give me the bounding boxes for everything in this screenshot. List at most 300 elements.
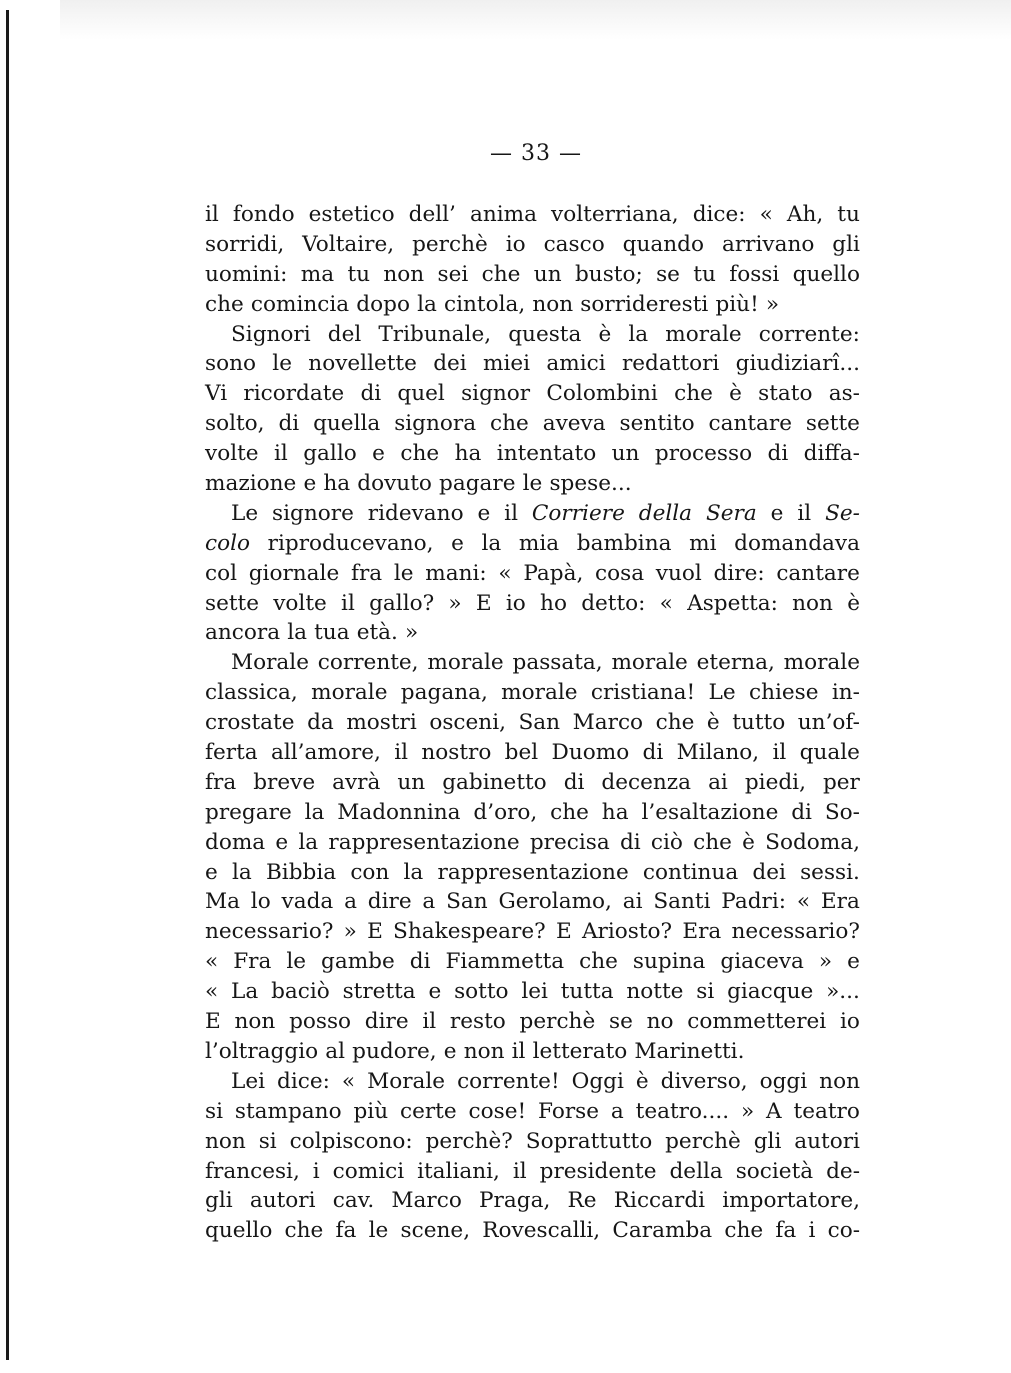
- word: cristiana!: [590, 680, 696, 706]
- word: le: [272, 351, 292, 377]
- word: fra: [350, 560, 383, 586]
- word: bambina: [576, 530, 672, 556]
- word: la: [298, 829, 319, 855]
- word: i: [808, 1218, 816, 1244]
- word: di: [619, 829, 641, 855]
- word: le: [393, 560, 414, 586]
- word: la: [231, 859, 252, 885]
- word: teatro: [793, 1098, 860, 1124]
- word: si: [258, 1128, 277, 1154]
- word: di: [409, 949, 431, 975]
- word: che: [490, 411, 529, 437]
- word: busto;: [574, 261, 643, 287]
- word: necessario?: [731, 919, 860, 945]
- word: mi: [689, 530, 717, 556]
- word: quel: [397, 381, 445, 407]
- text-line: [205, 409, 860, 439]
- word: Praga,: [479, 1188, 551, 1214]
- word: posso: [289, 1009, 352, 1035]
- word: Aspetta:: [687, 590, 778, 616]
- word: «: [205, 949, 219, 975]
- word: dovuto: [357, 471, 432, 497]
- word: Forse: [538, 1098, 600, 1124]
- text-line: [205, 320, 860, 350]
- text-line: [205, 349, 860, 379]
- word: »: [740, 1098, 755, 1124]
- word: fra: [205, 769, 237, 795]
- word: io: [505, 590, 526, 616]
- word: che: [481, 261, 521, 287]
- word: lo: [250, 889, 271, 915]
- word: e: [770, 500, 784, 526]
- text-line: [205, 977, 860, 1007]
- word: che: [693, 829, 732, 855]
- word: sei: [437, 261, 469, 287]
- word: tutta: [560, 979, 614, 1005]
- word: Papà,: [523, 560, 584, 586]
- word: processo: [654, 441, 753, 467]
- word: co-: [827, 1218, 860, 1244]
- word: perchè?: [425, 1128, 513, 1154]
- word: i: [312, 1158, 320, 1184]
- word: tu: [347, 261, 371, 287]
- word: sorridi,: [205, 231, 285, 257]
- word: Voltaire,: [302, 231, 395, 257]
- word: Morale: [231, 650, 309, 676]
- word: «: [759, 202, 773, 227]
- word: Fiammetta: [445, 949, 565, 975]
- word: è: [635, 1068, 649, 1094]
- word: Lei: [231, 1068, 266, 1094]
- word: as-: [828, 381, 860, 407]
- word: supina: [632, 949, 706, 975]
- word: vada: [281, 889, 334, 915]
- text-line: [205, 439, 860, 469]
- word: chiese: [748, 680, 819, 706]
- word: ciò: [650, 829, 683, 855]
- word: sessi.: [800, 859, 860, 885]
- text-line: [205, 648, 860, 678]
- word: non: [532, 291, 574, 317]
- word: »: [448, 590, 462, 616]
- word: ancora: [205, 620, 281, 646]
- word: »: [343, 919, 357, 945]
- page-number: — 33 —: [490, 141, 582, 166]
- word: il: [274, 441, 288, 467]
- word: Ariosto?: [581, 919, 673, 945]
- word: il: [422, 1009, 437, 1035]
- word: morale: [611, 650, 688, 676]
- word: un: [397, 769, 426, 795]
- word: »: [405, 620, 419, 646]
- word: è: [729, 381, 742, 407]
- word: di: [791, 799, 812, 825]
- word: Fra: [233, 949, 272, 975]
- word: italiani,: [417, 1158, 500, 1184]
- word: lei: [521, 979, 548, 1005]
- word: ai: [622, 889, 643, 915]
- word: nostro: [421, 740, 492, 766]
- word: non: [234, 1009, 276, 1035]
- word: sette: [205, 590, 259, 616]
- word: baciò: [271, 979, 330, 1005]
- body-text: [205, 200, 860, 1246]
- word: in-: [831, 680, 860, 706]
- word: sotto: [454, 979, 509, 1005]
- word: classica,: [205, 680, 298, 706]
- word: quale: [799, 740, 860, 766]
- word: a: [422, 889, 436, 915]
- word: più!: [715, 291, 759, 317]
- word: non: [463, 1038, 505, 1064]
- word: fa: [335, 1218, 357, 1244]
- word: a: [344, 889, 357, 915]
- word: volterriana,: [551, 202, 679, 227]
- word: tutto: [732, 710, 786, 736]
- word: teatro....: [635, 1098, 730, 1124]
- word: corrente!: [457, 1068, 560, 1094]
- word: società: [735, 1158, 814, 1184]
- word: da: [307, 710, 334, 736]
- text-line: [205, 1157, 860, 1187]
- word: gabinetto: [442, 769, 547, 795]
- word: il: [772, 740, 787, 766]
- word: e: [372, 441, 385, 467]
- word: estetico: [308, 202, 395, 227]
- text-line: [205, 1186, 860, 1216]
- text-line: [205, 917, 860, 947]
- word: che: [674, 381, 713, 407]
- word: bel: [504, 740, 539, 766]
- word: la: [481, 530, 502, 556]
- word: Era: [820, 889, 860, 915]
- word: quella: [313, 411, 381, 437]
- word: rappresentazione: [437, 859, 629, 885]
- word: comincia: [250, 291, 350, 317]
- text-line: [205, 858, 860, 888]
- word: comici: [332, 1158, 405, 1184]
- word: commetterei: [687, 1009, 827, 1035]
- word: morale: [501, 680, 578, 706]
- word: la: [403, 859, 424, 885]
- word: gallo?: [369, 590, 435, 616]
- word: che: [400, 441, 440, 467]
- word: non: [792, 590, 833, 616]
- word: morale: [311, 680, 388, 706]
- word: diverso,: [660, 1068, 748, 1094]
- word: E: [367, 919, 383, 945]
- word: di: [642, 740, 664, 766]
- word: avrà: [332, 769, 381, 795]
- word: pagare: [439, 471, 516, 497]
- text-line: [205, 379, 860, 409]
- word: che: [724, 1218, 764, 1244]
- word: tu: [693, 261, 716, 287]
- word: Bibbia: [265, 859, 337, 885]
- word: scene,: [400, 1218, 471, 1244]
- word: «: [659, 590, 673, 616]
- word: oggi: [759, 1068, 808, 1094]
- word: morale: [783, 650, 860, 676]
- word: necessario?: [205, 919, 334, 945]
- word: Riccardi: [613, 1188, 706, 1214]
- word: certe: [399, 1098, 457, 1124]
- word: colo: [205, 530, 251, 556]
- word: non: [205, 1128, 246, 1154]
- word: de-: [826, 1158, 860, 1184]
- text-line: [205, 200, 860, 230]
- text-line: [205, 230, 860, 260]
- word: Marco: [572, 710, 644, 736]
- word: gambe: [321, 949, 395, 975]
- word: tu: [837, 202, 860, 227]
- word: pregare: [205, 799, 292, 825]
- word: stato: [758, 381, 813, 407]
- word: quello: [205, 1218, 273, 1244]
- word: ricordate: [243, 381, 345, 407]
- word: che: [550, 799, 589, 825]
- word: e: [303, 471, 317, 497]
- word: se: [608, 1009, 633, 1035]
- word: corrente,: [317, 650, 419, 676]
- word: Re: [567, 1188, 597, 1214]
- word: dei: [752, 859, 786, 885]
- word: col: [205, 560, 238, 586]
- word: Rovescalli,: [482, 1218, 601, 1244]
- word: ha: [601, 799, 629, 825]
- word: Morale: [367, 1068, 446, 1094]
- scan-shadow: [60, 0, 1011, 40]
- word: stretta: [342, 979, 416, 1005]
- word: cose!: [468, 1098, 527, 1124]
- text-line: [205, 499, 860, 529]
- word: Madonnina: [337, 799, 461, 825]
- word: io: [505, 231, 526, 257]
- word: la: [417, 291, 437, 317]
- text-line: [205, 947, 860, 977]
- word: al: [325, 1038, 346, 1064]
- word: sentito: [619, 411, 695, 437]
- word: e: [205, 859, 218, 885]
- word: e: [428, 979, 442, 1005]
- word: decenza: [601, 769, 692, 795]
- word: e: [451, 530, 464, 556]
- word: notte: [626, 979, 684, 1005]
- page-edge-line: [6, 10, 9, 1360]
- word: Santi: [653, 889, 711, 915]
- word: l’esaltazione: [641, 799, 779, 825]
- word: So-: [824, 799, 860, 825]
- word: Oggi: [571, 1068, 624, 1094]
- word: redattori: [621, 351, 720, 377]
- word: Se-: [825, 500, 860, 526]
- text-line: [205, 738, 860, 768]
- word: Tribunale,: [378, 321, 492, 347]
- word: uomini:: [205, 261, 288, 287]
- word: età.: [356, 620, 398, 646]
- word: »: [818, 949, 833, 975]
- word: giudiziarî...: [735, 351, 860, 377]
- word: se: [656, 261, 680, 287]
- word: la: [628, 321, 649, 347]
- word: le: [368, 1218, 389, 1244]
- word: mani:: [425, 560, 487, 586]
- word: ai: [708, 769, 728, 795]
- word: perchè: [665, 1128, 741, 1154]
- word: La: [231, 979, 259, 1005]
- word: dire:: [713, 560, 765, 586]
- word: Soprattutto: [525, 1128, 653, 1154]
- word: Gerolamo,: [498, 889, 612, 915]
- word: d’oro,: [473, 799, 538, 825]
- word: morale: [665, 321, 742, 347]
- word: Duomo: [551, 740, 630, 766]
- word: volte: [205, 441, 259, 467]
- word: domandava: [734, 530, 860, 556]
- word: un: [611, 441, 640, 467]
- word: le: [522, 471, 543, 497]
- word: breve: [253, 769, 316, 795]
- word: giaceva: [720, 949, 804, 975]
- word: cintola,: [443, 291, 526, 317]
- word: il: [512, 1158, 527, 1184]
- text-line: [205, 260, 860, 290]
- word: miei: [483, 351, 531, 377]
- word: il: [341, 590, 355, 616]
- word: Colombini: [546, 381, 658, 407]
- word: autori: [249, 1188, 316, 1214]
- word: di: [360, 381, 382, 407]
- word: no: [646, 1009, 674, 1035]
- word: Sodoma,: [765, 829, 860, 855]
- word: Caramba: [612, 1218, 713, 1244]
- word: spese...: [549, 471, 632, 497]
- word: signore: [272, 500, 354, 526]
- text-line: [205, 708, 860, 738]
- word: dopo: [356, 291, 410, 317]
- word: Padri:: [721, 889, 787, 915]
- word: colpiscono:: [289, 1128, 413, 1154]
- word: mia: [518, 530, 560, 556]
- word: gli: [832, 231, 860, 257]
- word: giornale: [248, 560, 340, 586]
- word: il: [511, 1038, 526, 1064]
- text-line: [205, 1127, 860, 1157]
- text-line: [205, 469, 860, 499]
- word: «: [341, 1068, 356, 1094]
- word: il: [394, 740, 408, 766]
- word: ho: [540, 590, 567, 616]
- word: volte: [273, 590, 327, 616]
- word: »...: [826, 979, 860, 1005]
- word: mostri: [346, 710, 417, 736]
- word: il: [504, 500, 518, 526]
- text-line: [205, 559, 860, 589]
- word: casco: [543, 231, 605, 257]
- word: giacque: [727, 979, 814, 1005]
- text-line: [205, 618, 860, 648]
- word: all’amore,: [270, 740, 381, 766]
- word: sette: [805, 411, 860, 437]
- word: quello: [792, 261, 860, 287]
- word: che: [284, 1218, 324, 1244]
- text-line: [205, 529, 860, 559]
- word: è: [598, 321, 612, 347]
- word: corrente:: [758, 321, 860, 347]
- word: aveva: [542, 411, 606, 437]
- word: gallo: [303, 441, 357, 467]
- word: dei: [433, 351, 467, 377]
- word: autori: [794, 1128, 860, 1154]
- word: la: [287, 620, 307, 646]
- word: un’of-: [797, 710, 860, 736]
- word: ha: [323, 471, 351, 497]
- word: più: [353, 1098, 389, 1124]
- word: stampano: [234, 1098, 342, 1124]
- word: della: [638, 500, 693, 526]
- word: resto: [449, 1009, 506, 1035]
- word: eterna,: [696, 650, 775, 676]
- word: pudore,: [352, 1038, 437, 1064]
- word: signora: [394, 411, 477, 437]
- text-line: [205, 768, 860, 798]
- word: Le: [231, 500, 259, 526]
- word: diffa-: [803, 441, 860, 467]
- word: importatore,: [722, 1188, 860, 1214]
- text-line: [205, 1097, 860, 1127]
- word: ridevano: [367, 500, 464, 526]
- word: il: [205, 202, 219, 227]
- word: Corriere: [531, 500, 625, 526]
- word: riproducevano,: [267, 530, 434, 556]
- text-line: [205, 1216, 860, 1246]
- word: gli: [753, 1128, 782, 1154]
- word: «: [796, 889, 811, 915]
- word: dire: [364, 1009, 409, 1035]
- word: sorrideresti: [580, 291, 709, 317]
- word: Le: [708, 680, 736, 706]
- text-line: [205, 828, 860, 858]
- word: di: [563, 769, 585, 795]
- word: Era: [682, 919, 722, 945]
- word: questa: [508, 321, 582, 347]
- word: novellette: [308, 351, 417, 377]
- word: che: [655, 710, 695, 736]
- word: che: [579, 949, 618, 975]
- word: cav.: [332, 1188, 375, 1214]
- word: del: [327, 321, 362, 347]
- word: di: [767, 441, 789, 467]
- word: perchè: [519, 1009, 596, 1035]
- word: la: [304, 799, 325, 825]
- word: e: [443, 1038, 457, 1064]
- word: dell’: [408, 202, 456, 227]
- word: quando: [622, 231, 705, 257]
- word: fondo: [232, 202, 295, 227]
- word: l’oltraggio: [205, 1038, 319, 1064]
- word: a: [610, 1098, 624, 1124]
- word: gli: [205, 1188, 233, 1214]
- word: osceni,: [429, 710, 506, 736]
- word: signor: [461, 381, 531, 407]
- word: vuol: [655, 560, 702, 586]
- text-line: [205, 887, 860, 917]
- word: un: [533, 261, 562, 287]
- word: amici: [546, 351, 606, 377]
- word: rappresentazione: [328, 829, 520, 855]
- text-line: [205, 678, 860, 708]
- word: crostate: [205, 710, 295, 736]
